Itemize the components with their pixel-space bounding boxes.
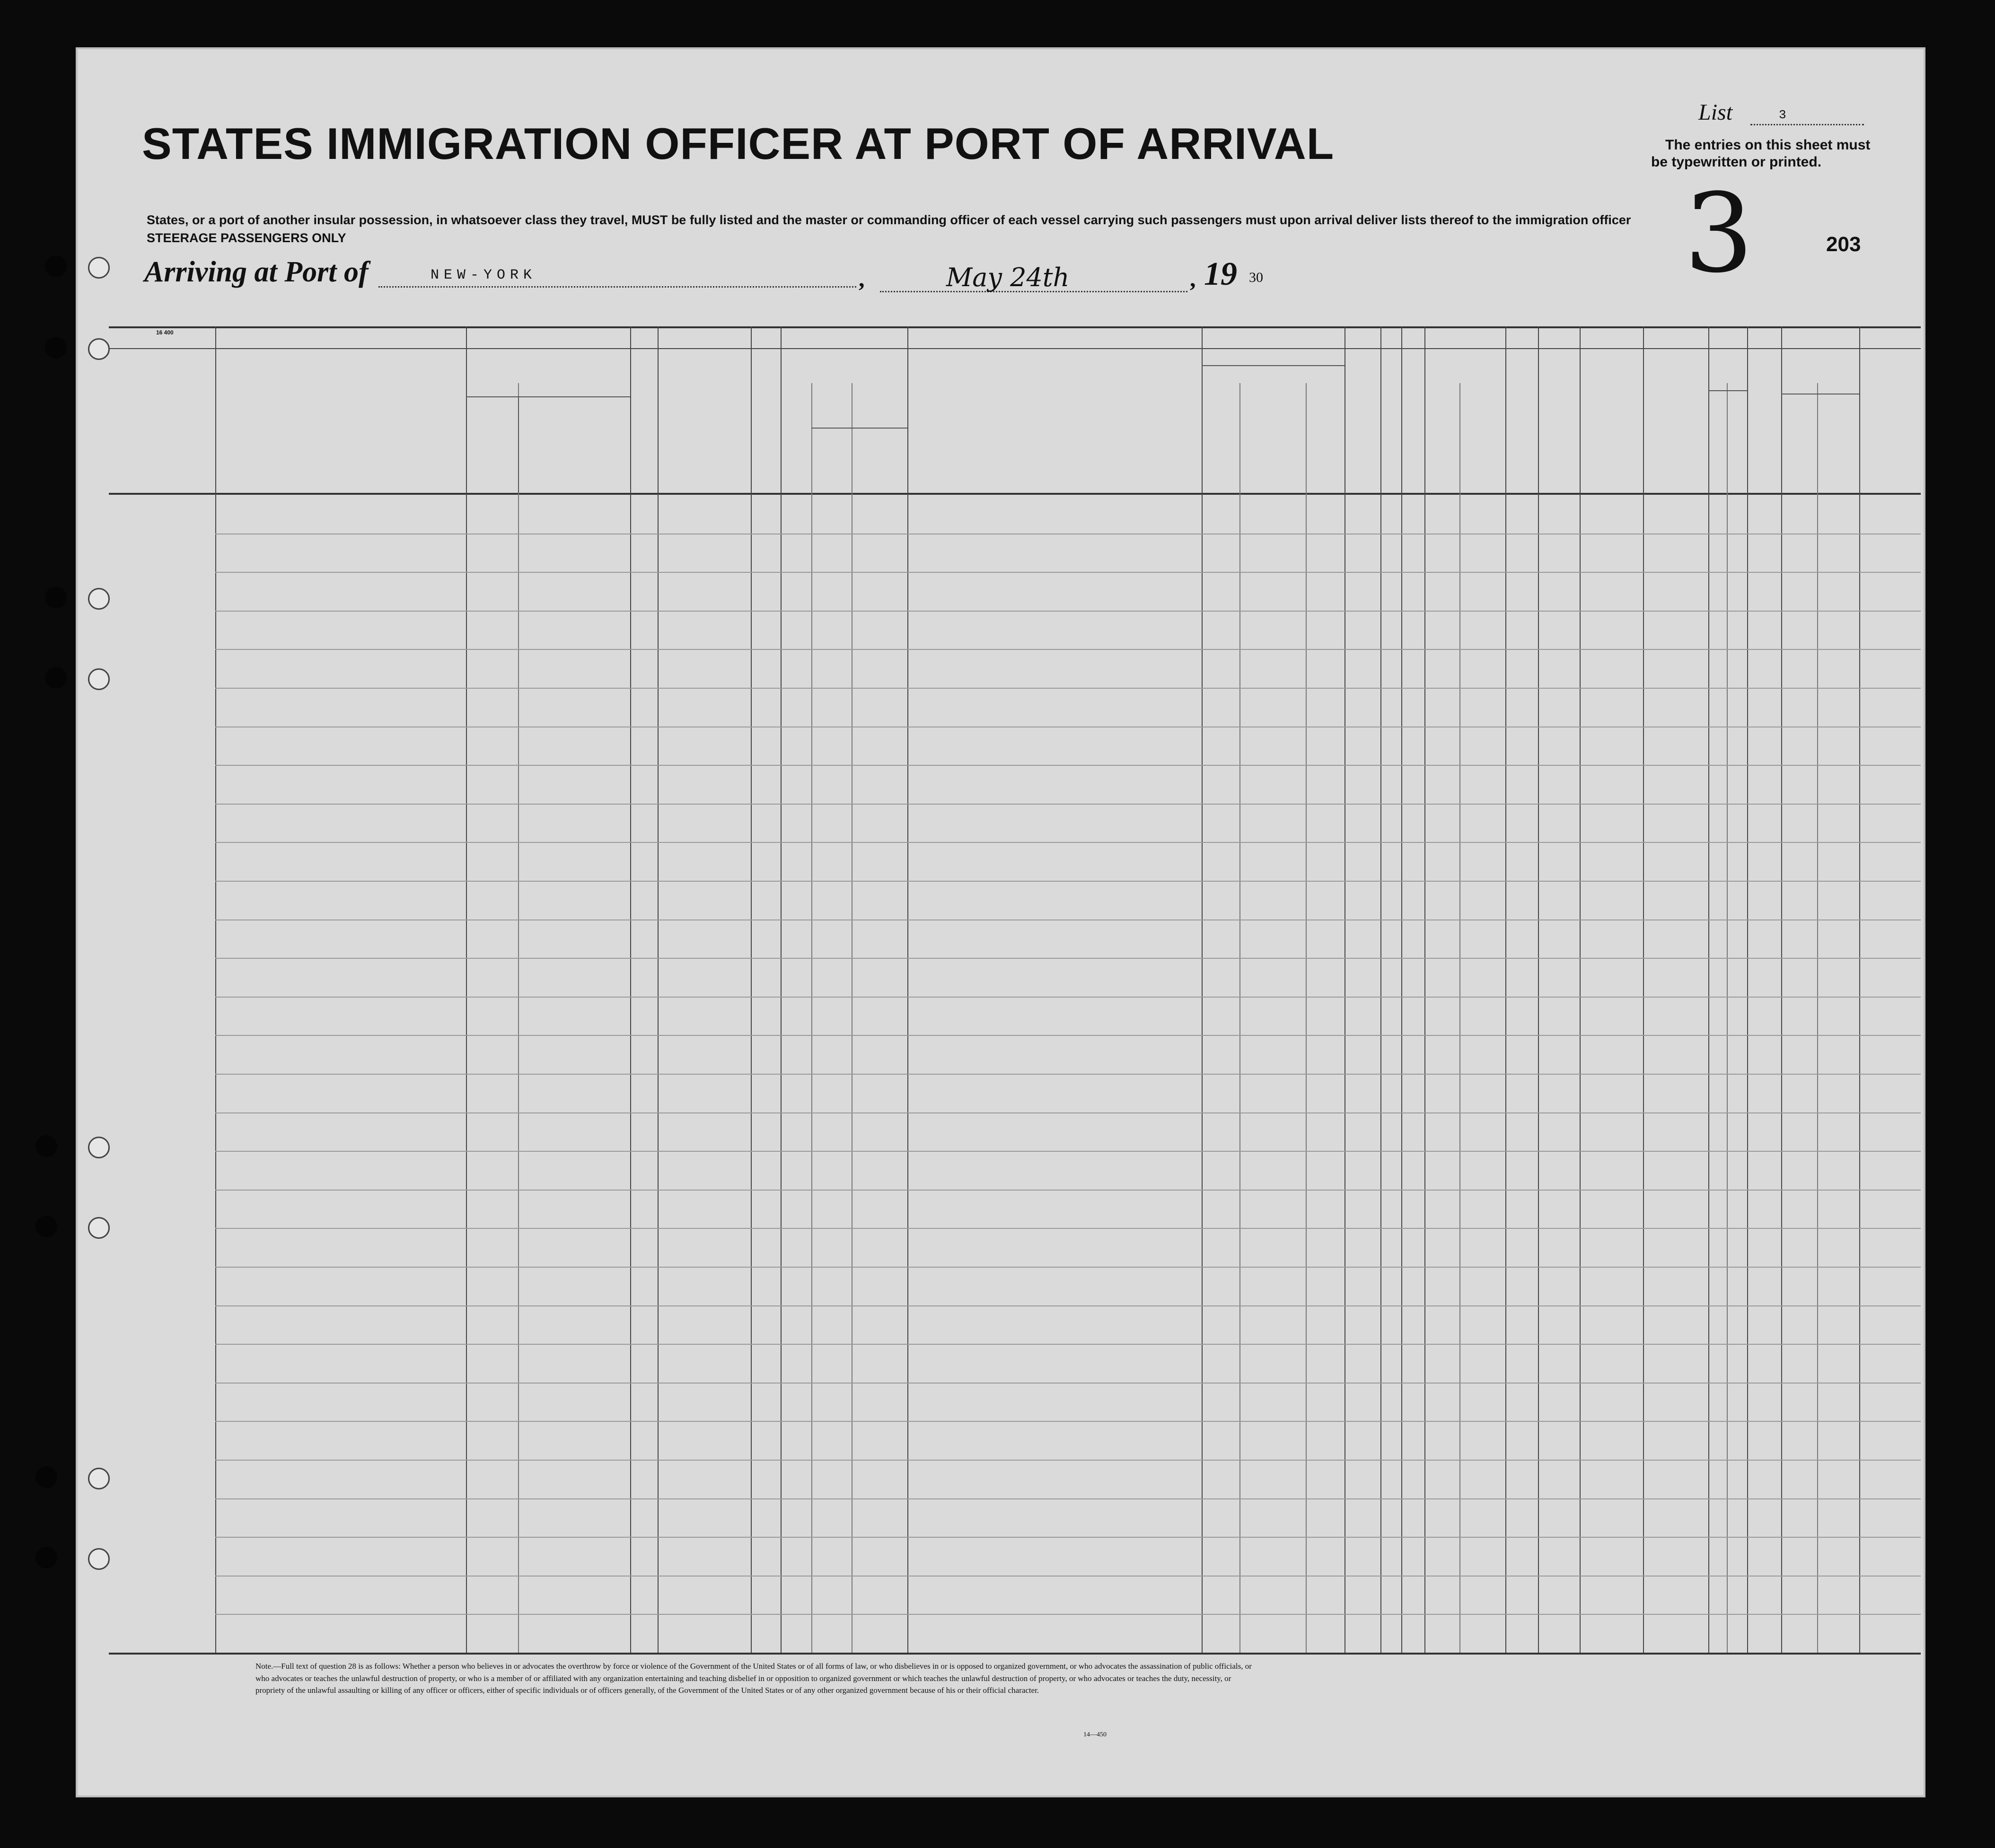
col20-note <box>659 420 749 492</box>
column-rule <box>1747 326 1748 1653</box>
punch-hole-ring <box>88 1217 110 1239</box>
date-value: May 24th <box>946 263 1070 292</box>
col35-eyes <box>1819 445 1857 464</box>
subtitle-line2: STEERAGE PASSENGERS ONLY <box>147 231 346 245</box>
col16-header <box>111 388 213 449</box>
row-rule <box>215 1112 1921 1113</box>
col29-header <box>1507 353 1537 492</box>
punch-hole <box>35 1135 57 1157</box>
column-rule <box>1380 326 1381 1653</box>
col21-header <box>752 353 779 492</box>
col22-ifyes <box>813 408 905 427</box>
punch-hole-ring <box>88 257 110 279</box>
row-rule <box>215 1074 1921 1075</box>
col33-header <box>1710 369 1745 383</box>
row-rule <box>215 1460 1921 1461</box>
header-bottom-rule <box>109 493 1921 495</box>
row-rule <box>215 1498 1921 1499</box>
col36-header <box>1861 412 1919 430</box>
col28b-header <box>1461 353 1504 492</box>
punch-hole-ring <box>88 338 110 360</box>
col23-header <box>909 404 1200 459</box>
small-col-label: 16 400 <box>156 329 174 336</box>
col35-header <box>1783 374 1857 393</box>
col33-subrule <box>1708 390 1747 391</box>
punch-hole <box>35 1547 57 1568</box>
column-rule <box>466 326 467 1653</box>
column-rule <box>1239 383 1240 1653</box>
col24b-header <box>1241 367 1304 492</box>
col27-header <box>1403 353 1423 492</box>
row-rule <box>215 611 1921 612</box>
footnote: Note.—Full text of question 28 is as follows: Whether a person who believes in or advocates the overthrow by force or violence of the Government of the United States or of all forms of law, or who disbelieves in or is opposed to organized government, or who advocates the assassination of public officials, or who advocates or teaches the unlawful destruction of property, or who is a member of or affiliated with any organization entertaining and teaching disbelief in or opposition to organized government or which teaches the unlawful destruction of property, or who advocates or teaches the duty, necessity, or propriety of the unlawful assaulting or killing of any officer or officers, either of specific individuals or of officers generally, of the Government of the United States or of any other organized government because of his or their official character. <box>255 1662 1252 1695</box>
comma: , <box>859 265 865 292</box>
column-rule <box>1459 383 1460 1653</box>
comma-2: , <box>1190 265 1196 292</box>
col24-subrule <box>1202 365 1345 366</box>
col20-header <box>659 375 749 420</box>
column-rule <box>1580 326 1581 1653</box>
col-number-rule <box>109 348 1921 349</box>
row-rule <box>215 1267 1921 1268</box>
col18-note <box>468 375 628 388</box>
row-rule <box>215 804 1921 805</box>
column-rule <box>1505 326 1506 1653</box>
column-rule <box>1727 383 1728 1653</box>
column-rule <box>811 383 812 1653</box>
col26-header <box>1382 353 1400 492</box>
col28a-header <box>1426 353 1458 492</box>
column-rule <box>1538 326 1539 1653</box>
list-label: List <box>1698 100 1733 125</box>
column-rule <box>751 326 752 1653</box>
col25-header <box>1346 353 1379 492</box>
punch-hole <box>45 337 67 359</box>
sheet-number: 203 <box>1826 233 1861 256</box>
col24-header <box>1204 353 1343 364</box>
row-rule <box>215 765 1921 766</box>
row-rule <box>215 881 1921 882</box>
typewritten-note-2: be typewritten or printed. <box>1651 154 1822 170</box>
table-bottom-border <box>109 1653 1921 1655</box>
col18-divider <box>518 397 519 493</box>
column-rule <box>1401 326 1402 1653</box>
col33-inches <box>1727 421 1747 482</box>
col22-where <box>853 445 905 468</box>
row-rule <box>215 997 1921 998</box>
list-number-line <box>1750 105 1864 125</box>
column-rule <box>781 326 782 1653</box>
list-number: 3 <box>1779 108 1786 122</box>
year-suffix: 30 <box>1249 270 1263 285</box>
manifest-table <box>109 270 1921 1660</box>
row-rule <box>215 1035 1921 1036</box>
port-value: NEW-YORK <box>431 267 537 283</box>
punch-hole <box>35 1216 57 1237</box>
col19-header <box>632 353 656 492</box>
row-rule <box>215 1228 1921 1229</box>
column-rule <box>1306 383 1307 1653</box>
column-rule <box>1708 326 1709 1653</box>
punch-hole <box>45 667 67 689</box>
row-rule <box>215 649 1921 650</box>
col31-header <box>1582 383 1641 468</box>
col22-year <box>813 433 850 492</box>
col24a-header <box>1203 367 1238 492</box>
typewritten-note-1: The entries on this sheet must <box>1665 137 1871 153</box>
col17-sub <box>217 464 464 482</box>
col22-yes <box>782 426 809 468</box>
punch-hole <box>45 255 67 277</box>
table-top-border <box>109 326 1921 328</box>
subtitle-line1: States, or a port of another insular possession, in whatsoever class they travel, MUST be fully listed and the master or commanding officer of each vessel carrying such passengers must upon arrival deliver lists thereof to the immigration officer <box>147 213 1631 227</box>
punch-hole <box>45 587 67 608</box>
row-rule <box>215 572 1921 573</box>
row-rule <box>215 1537 1921 1538</box>
punch-hole-ring <box>88 588 110 610</box>
col18-subrule <box>466 396 630 397</box>
punch-hole-ring <box>88 1137 110 1158</box>
row-rule <box>215 1614 1921 1615</box>
col22-subrule <box>811 428 907 429</box>
arriving-label: Arriving at Port of <box>144 256 369 288</box>
column-rule <box>1817 383 1818 1653</box>
col22-header <box>782 358 905 407</box>
column-rule <box>1781 326 1782 1653</box>
column-rule <box>1424 326 1425 1653</box>
column-rule <box>215 326 216 1653</box>
column-rule <box>630 326 631 1653</box>
punch-hole <box>35 1466 57 1488</box>
punch-hole-ring <box>88 1548 110 1570</box>
col18-city <box>520 430 628 449</box>
column-rule <box>1643 326 1644 1653</box>
form-code: 14—450 <box>1083 1731 1107 1738</box>
row-rule <box>215 688 1921 689</box>
col33-feet <box>1708 426 1727 478</box>
row-rule <box>215 1344 1921 1345</box>
col35-hair <box>1783 445 1815 464</box>
col32-header <box>1645 383 1706 468</box>
col34-header <box>1749 412 1779 449</box>
big-handwritten-number: 3 <box>1684 171 1754 297</box>
punch-hole-ring <box>88 668 110 690</box>
row-rule <box>215 1383 1921 1384</box>
column-rule <box>518 383 519 1653</box>
row-rule <box>215 1421 1921 1422</box>
col18-state <box>468 430 516 449</box>
row-rule <box>215 1305 1921 1306</box>
page-title: STATES IMMIGRATION OFFICER AT PORT OF ARRIVAL <box>142 119 1335 168</box>
row-rule <box>215 842 1921 843</box>
col24c-header <box>1307 367 1343 492</box>
manifest-sheet <box>76 47 1925 1797</box>
column-rule <box>907 326 908 1653</box>
column-rule <box>1859 326 1860 1653</box>
column-rule <box>1202 326 1203 1653</box>
col36-sub <box>1861 478 1919 492</box>
row-rule <box>215 1190 1921 1191</box>
row-rule <box>215 1151 1921 1152</box>
row-rule <box>215 958 1921 959</box>
year-prefix: 19 <box>1204 256 1237 292</box>
column-rule <box>658 326 659 1653</box>
punch-hole-ring <box>88 1468 110 1489</box>
